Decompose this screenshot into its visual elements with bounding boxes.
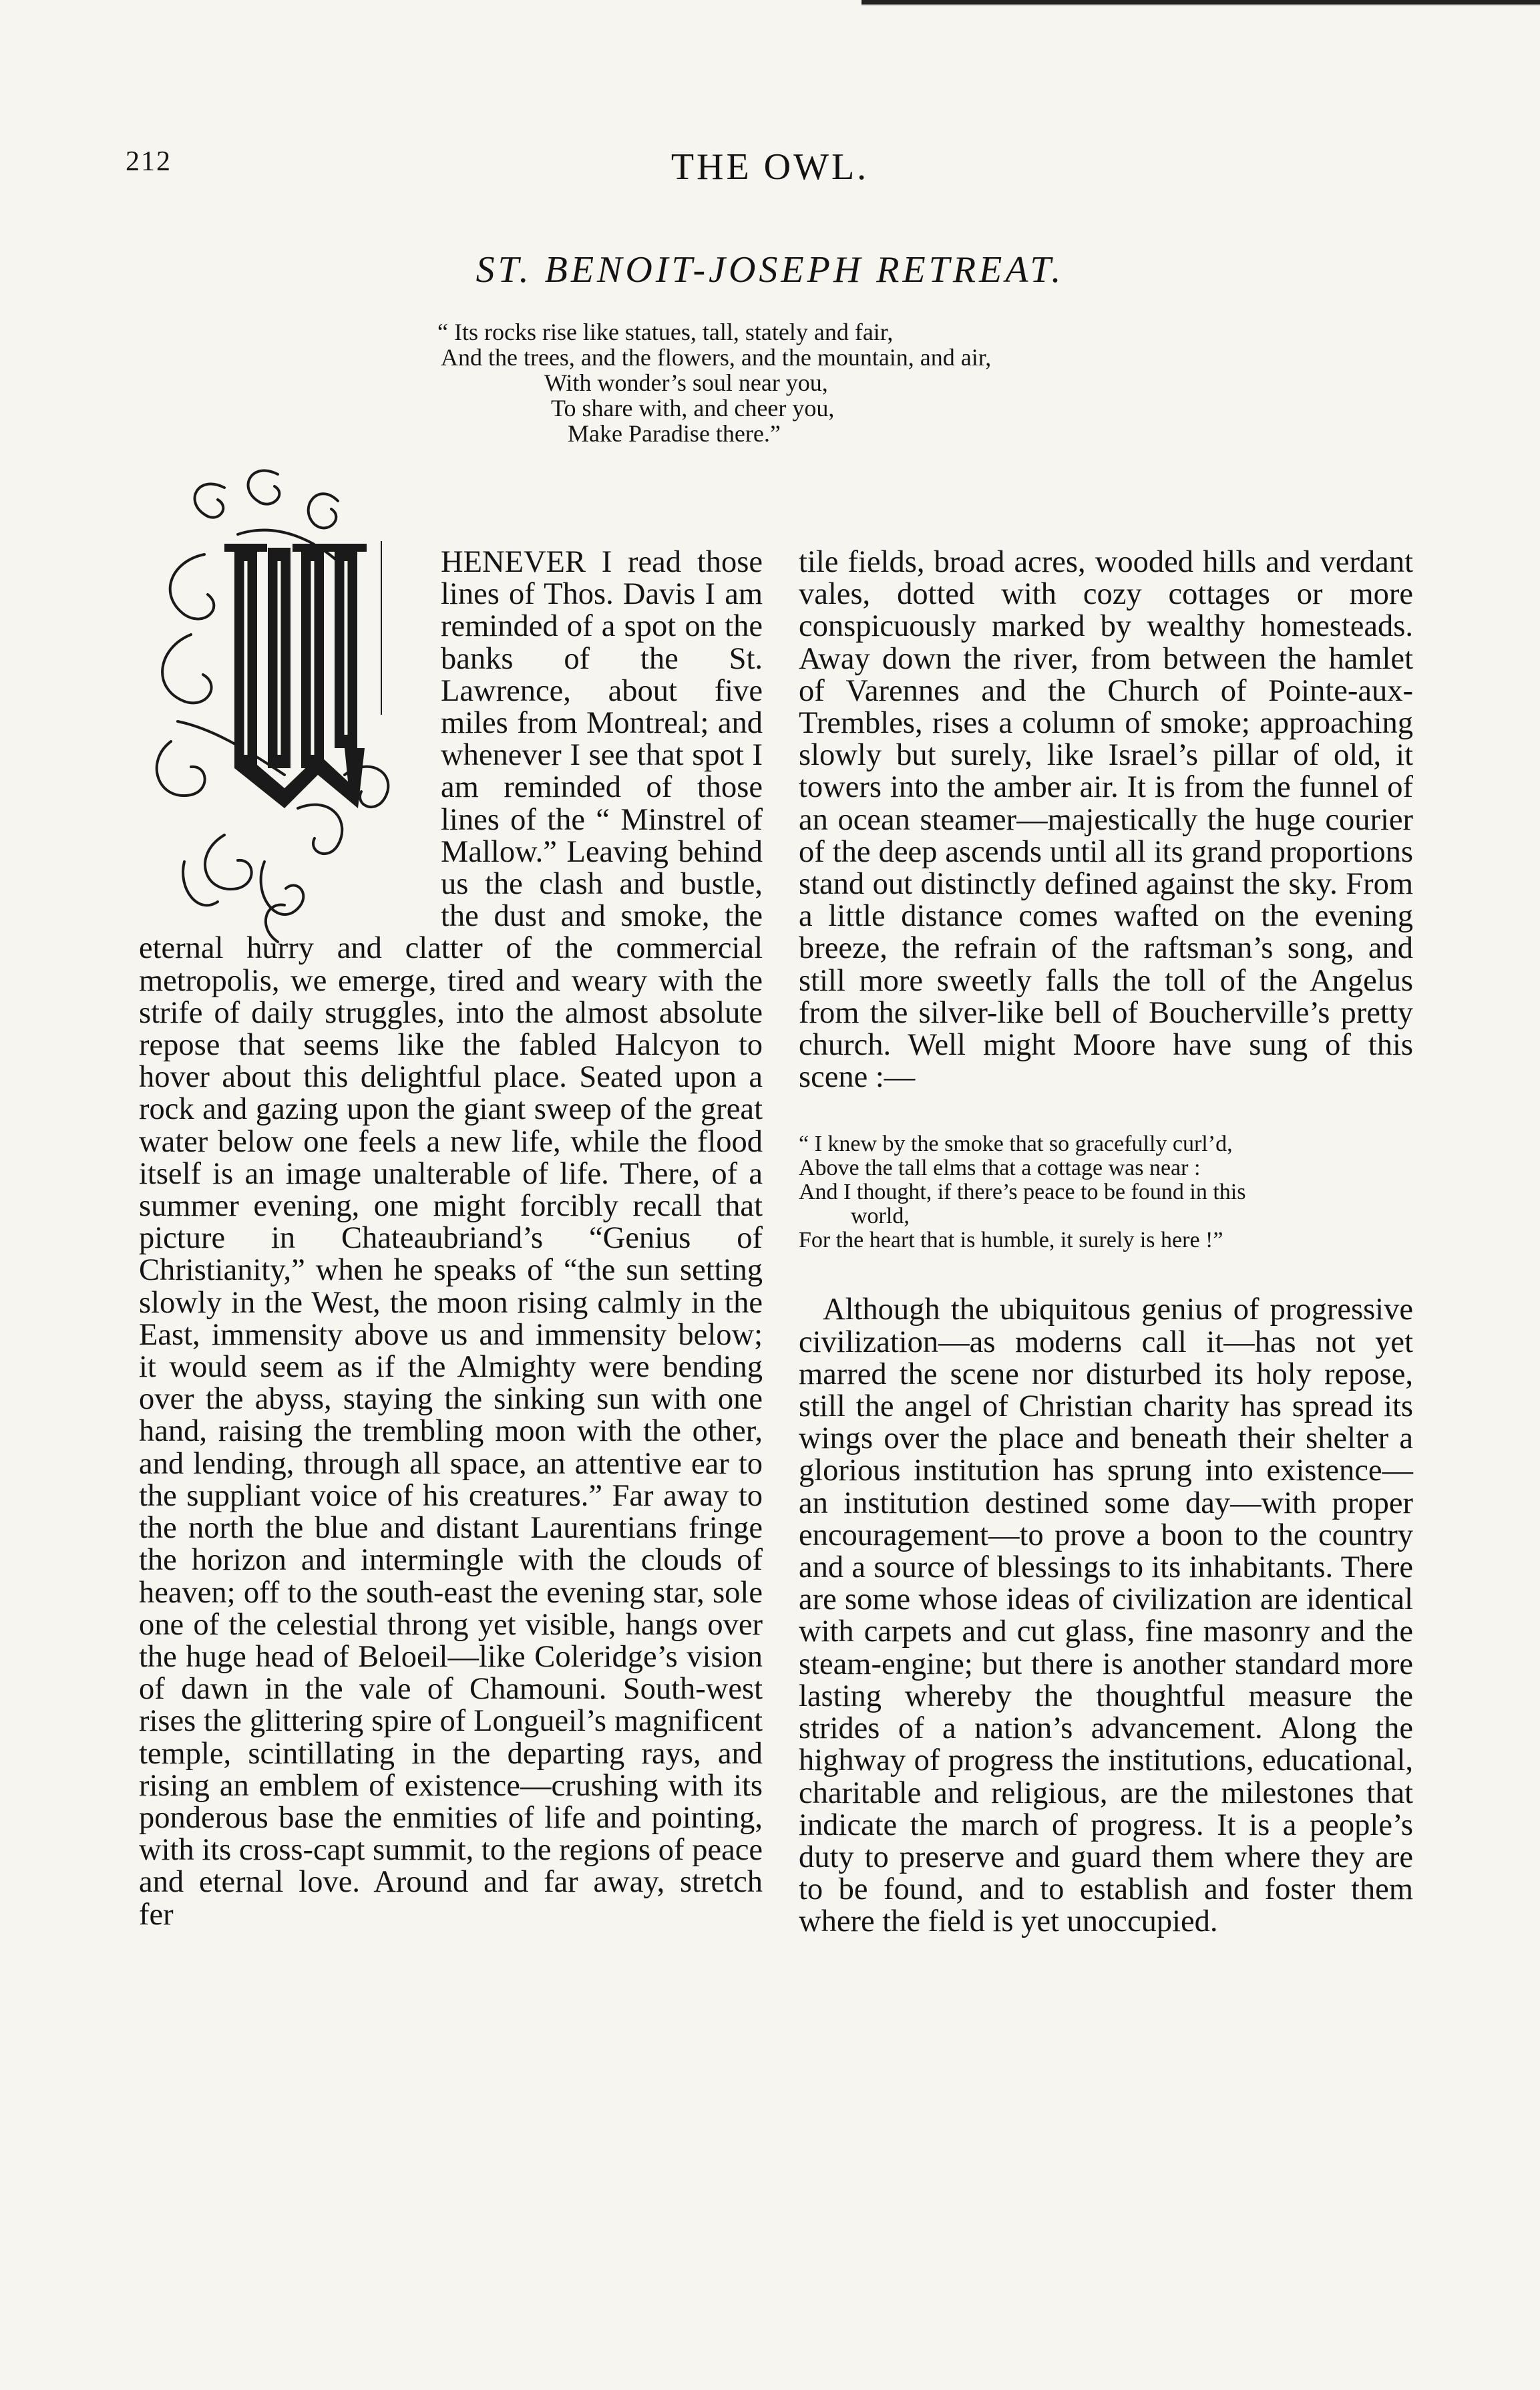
poem-line: world,	[851, 1204, 910, 1229]
running-head	[0, 146, 1540, 199]
journal-title: THE OWL.	[670, 146, 870, 188]
paragraph: tile fields, broad acres, wooded hills and verdant vales, dotted with cozy cottages or more conspicuously marked by wealthy homesteads. Away down the river, from between the hamlet of Varennes and the Church of Pointe-aux-Trembles, rises a column of smoke; approaching slowly but surely, like Israel’s pillar of old, it towers into the amber air. It is from the funnel of an ocean steamer—majestically the huge courier of the deep ascends until all its grand proportions stand out distinctly defined against the sky. From a little distance comes wafted on the evening breeze, the refrain of the raftsman’s song, and still more sweetly falls the toll of the Angelus from the silver-like bell of Boucherville’s pretty church. Well might Moore have sung of this scene :—	[799, 545, 1413, 1095]
scan-edge-mark-thin	[861, 4, 1540, 5]
page-number: 212	[126, 146, 172, 177]
poem-line: For the heart that is humble, it surely is here !”	[799, 1228, 1223, 1253]
poem-line: And I thought, if there’s peace to be found in this	[799, 1180, 1246, 1205]
initial-space	[139, 546, 441, 932]
right-column	[799, 546, 1413, 1938]
epigraph-line: “ Its rocks rise like statues, tall, stately and fair,	[437, 319, 894, 345]
poem-line: Above the tall elms that a cottage was near :	[799, 1156, 1201, 1181]
left-column	[139, 546, 763, 1931]
epigraph-line: To share with, and cheer you,	[551, 395, 835, 421]
quoted-poem	[799, 1132, 1413, 1252]
epigraph	[374, 319, 1242, 446]
epigraph-line: With wonder’s soul near you,	[544, 369, 828, 396]
article-title: ST. BENOIT-JOSEPH RETREAT.	[475, 249, 1065, 291]
poem-line: “ I knew by the smoke that so gracefully curl’d,	[799, 1132, 1233, 1157]
paragraph: Although the ubiquitous genius of progressive civilization—as moderns call it—has not yet marred the scene nor disturbed its holy repose, still the angel of Christian charity has spread its wings over the place and beneath their shelter a glorious institution has sprung into existence—an institution destined some day—with proper encouragement—to prove a boon to the country and a source of blessings to its inhabitants. There are some whose ideas of civilization are identical with carpets and cut glass, fine masonry and the steam-engine; but there is another standard more lasting whereby the thoughtful measure the strides of a nation’s advancement. Along the highway of progress the institutions, educational, charitable and religious, are the milestones that indicate the march of progress. It is a people’s duty to preserve and guard them where they are to be found, and to establish and foster them where the field is yet unoccupied.	[799, 1293, 1413, 1939]
paragraph: HENEVER I read those lines of Thos. Davis I am reminded of a spot on the banks of the St. Lawrence, about five miles from Montreal; and whenever I see that spot I am reminded of those lines of the “ Minstrel of Mallow.” Leaving behind us the clash and bustle, the dust and smoke, the eternal hurry and clatter of the commercial metropolis, we emerge, tired and weary with the strife of daily struggles, into the almost absolute repose that seems like the fabled Halcyon to hover about this delightful place. Seated upon a rock and gazing upon the giant sweep of the great water below one feels a new life, while the flood itself is an image unalterable of life. There, of a summer evening, one might forcibly recall that picture in Chateaubriand’s “Genius of Christianity,” when he speaks of “the sun setting slowly in the West, the moon rising calmly in the East, immensity above us and immensity below; it would seem as if the Almighty were bending over the abyss, staying the sinking sun with one hand, raising the trembling moon with the other, and lending, through all space, an attentive ear to the suppliant voice of his creatures.” Far away to the north the blue and distant Laurentians fringe the horizon and intermingle with the clouds of heaven; off to the south-east the evening star, sole one of the celestial throng yet visible, hangs over the huge head of Beloeil—like Coleridge’s vision of dawn in the vale of Chamouni. South-west rises the glittering spire of Longueil’s magnificent temple, scintillating in the departing rays, and rising an emblem of existence—crushing with its ponderous base the enmities of life and pointing, with its cross-capt summit, to the regions of peace and eternal love. Around and far away, stretch fer	[139, 545, 763, 1932]
epigraph-line: And the trees, and the flowers, and the mountain, and air,	[441, 344, 992, 371]
epigraph-line: Make Paradise there.”	[568, 420, 781, 447]
